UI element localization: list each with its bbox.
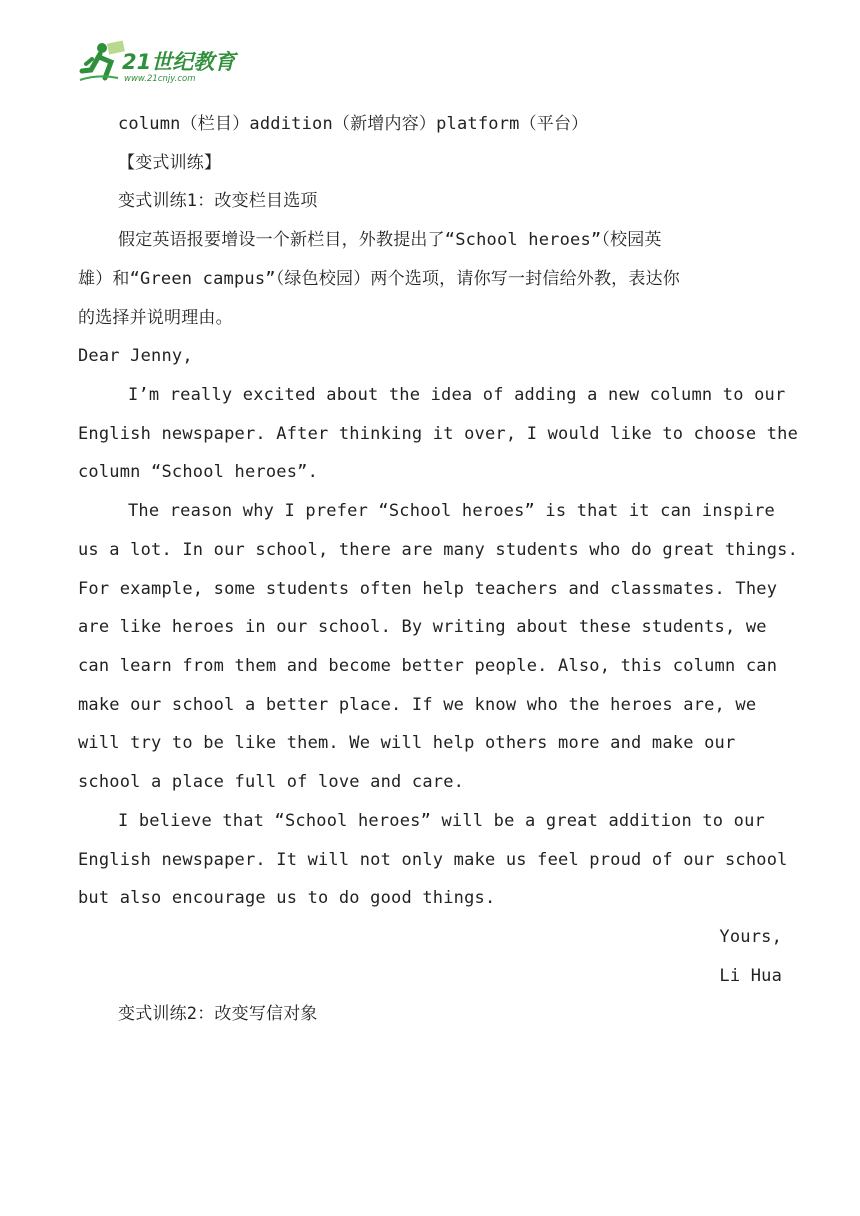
letter-body-line: I’m really excited about the idea of adding a new column to our [128,385,786,405]
letter-body-line: English newspaper. It will not only make us feel proud of our school [78,850,788,870]
letter-body-line: make our school a better place. If we know who the heroes are, we [78,695,757,715]
section-heading: 【变式训练】 [118,153,222,173]
runner-icon [80,40,125,80]
letter-body-line: are like heroes in our school. By writing about these students, we [78,617,767,637]
logo-brand: 21世纪教育 [122,50,236,74]
logo-site: www.21cnjy.com [124,74,196,84]
letter-body-line: I believe that “School heroes” will be a great addition to our [118,811,765,831]
letter-body-line: will try to be like them. We will help others more and make our [78,733,736,753]
letter-signature: Li Hua [719,966,782,986]
prompt-line: 的选择并说明理由。 [78,308,233,328]
letter-closing: Yours, [719,927,782,947]
exercise-title: 变式训练1：改变栏目选项 [118,191,318,211]
prompt-line: 假定英语报要增设一个新栏目，外教提出了“School heroes”（校园英 [118,230,662,250]
letter-body-line: but also encourage us to do good things. [78,888,496,908]
site-logo [78,40,248,84]
prompt-line: 雄）和“Green campus”（绿色校园）两个选项，请你写一封信给外教，表达你 [78,269,680,289]
vocab-line: column（栏目）addition（新增内容）platform（平台） [118,114,589,134]
letter-body-line: us a lot. In our school, there are many students who do great things. [78,540,799,560]
letter-body-line: English newspaper. After thinking it over, I would like to choose the [78,424,799,444]
letter-body-line: column “School heroes”. [78,462,319,482]
letter-body-line: school a place full of love and care. [78,772,465,792]
letter-salutation: Dear Jenny, [78,346,193,366]
exercise-title: 变式训练2：改变写信对象 [118,1004,318,1024]
letter-body-line: The reason why I prefer “School heroes” is that it can inspire [128,501,775,521]
letter-body-line: can learn from them and become better people. Also, this column can [78,656,778,676]
letter-body-line: For example, some students often help teachers and classmates. They [78,579,778,599]
